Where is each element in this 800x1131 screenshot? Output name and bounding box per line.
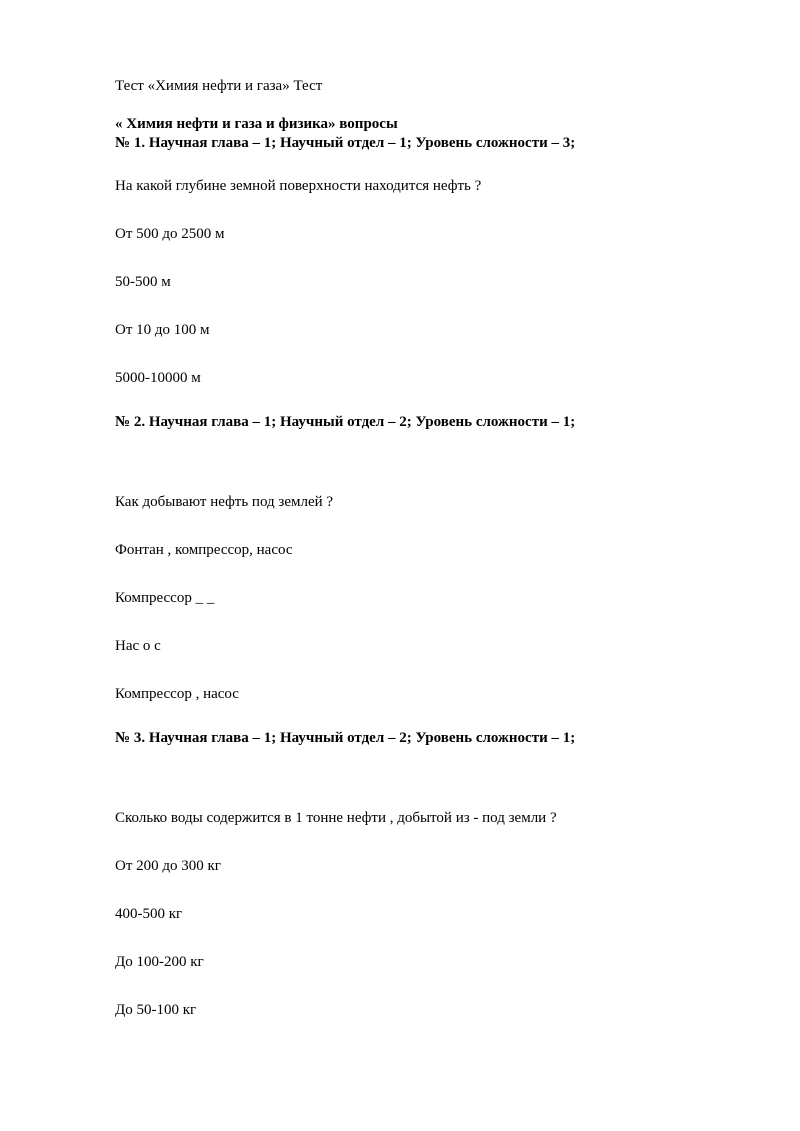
question-1-answer-4: 5000-10000 м (115, 370, 201, 386)
question-1-text: На какой глубине земной поверхности находится нефть ? (115, 178, 482, 194)
question-3-text: Сколько воды содержится в 1 тонне нефти , добытой из - под земли ? (115, 810, 557, 826)
question-2-heading: № 2. Научная глава – 1; Научный отдел – 2; Уровень сложности – 1; (115, 414, 576, 430)
question-1-answer-1: От 500 до 2500 м (115, 226, 225, 242)
document-title: Тест «Химия нефти и газа» Тест (115, 78, 323, 94)
question-3-heading: № 3. Научная глава – 1; Научный отдел – 2; Уровень сложности – 1; (115, 730, 576, 746)
question-2-answer-4: Компрессор , насос (115, 686, 239, 702)
question-3-answer-1: От 200 до 300 кг (115, 858, 221, 874)
question-2-answer-3: Нас о с (115, 638, 161, 654)
question-2-answer-2: Компрессор _ _ (115, 590, 215, 606)
question-1-answer-2: 50-500 м (115, 274, 171, 290)
question-1-answer-3: От 10 до 100 м (115, 322, 210, 338)
question-3-answer-4: До 50-100 кг (115, 1002, 197, 1018)
document-subtitle: « Химия нефти и газа и физика» вопросы (115, 116, 398, 132)
question-2-text: Как добывают нефть под землей ? (115, 494, 334, 510)
question-2-answer-1: Фонтан , компрессор, насос (115, 542, 293, 558)
question-3-answer-2: 400-500 кг (115, 906, 183, 922)
question-1-heading: № 1. Научная глава – 1; Научный отдел – 1; Уровень сложности – 3; (115, 135, 576, 151)
question-3-answer-3: До 100-200 кг (115, 954, 204, 970)
